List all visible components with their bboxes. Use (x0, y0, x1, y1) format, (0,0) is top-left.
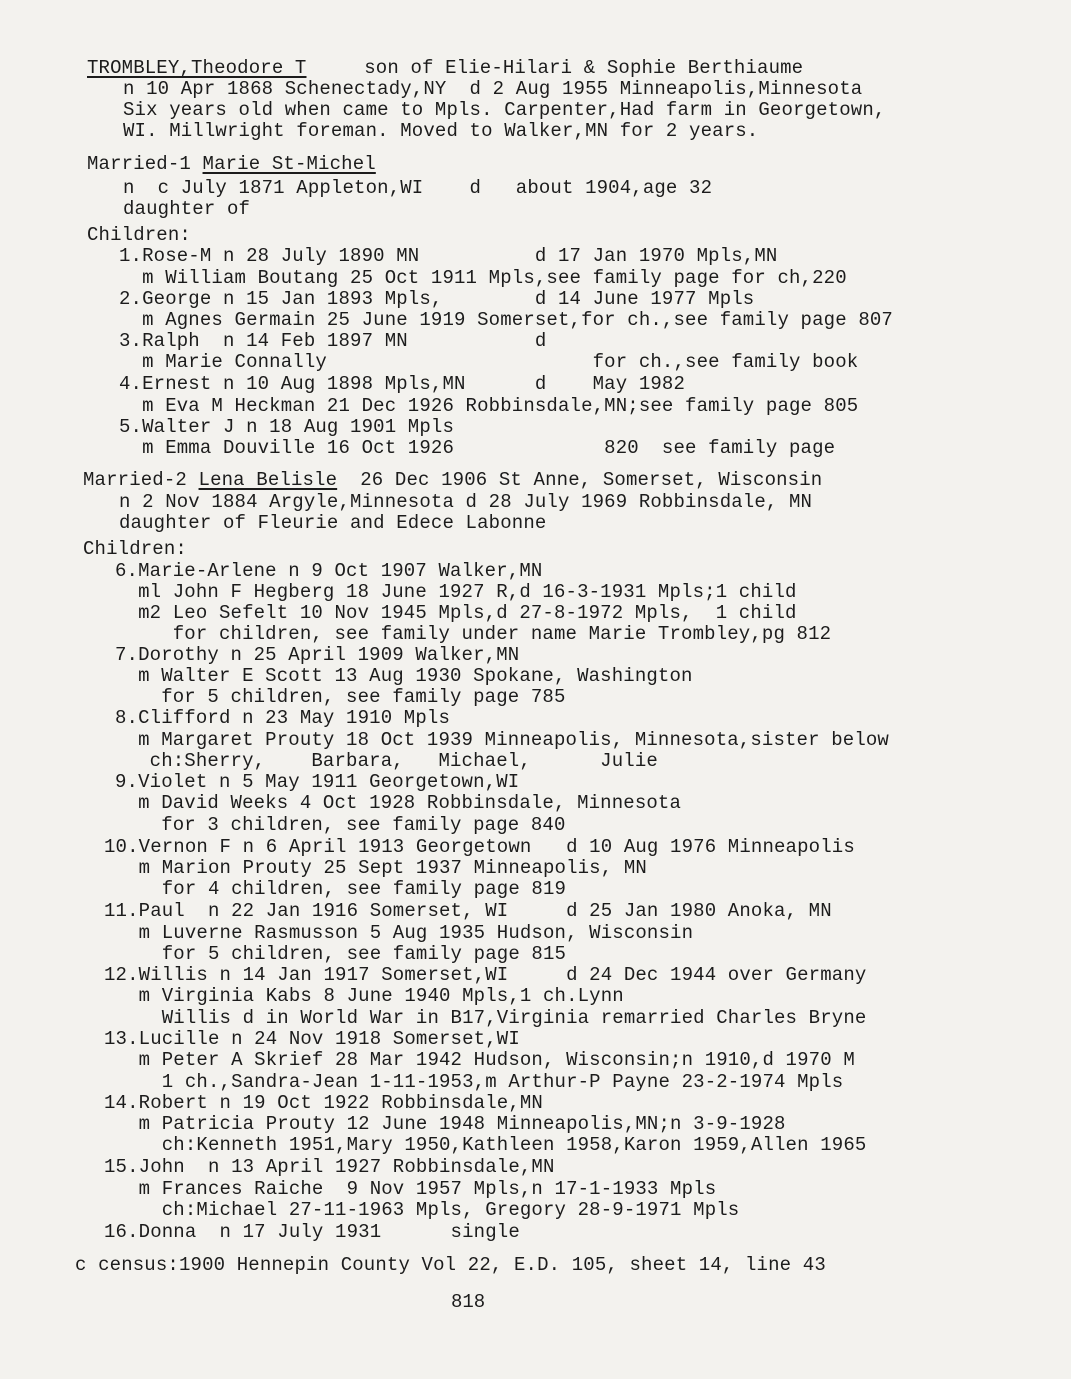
child-entry: ml John F Hegberg 18 June 1927 R,d 16-3-1931 Mpls;1 child (115, 581, 797, 603)
child-entry: 16.Donna n 17 July 1931 single (104, 1221, 520, 1243)
child-entry: 1 ch.,Sandra-Jean 1-11-1953,m Arthur-P Payne 23-2-1974 Mpls (104, 1071, 844, 1093)
marriage-2-prefix: Married-2 (83, 469, 199, 491)
child-entry: 6.Marie-Arlene n 9 Oct 1907 Walker,MN (115, 560, 543, 582)
page-number: 818 (451, 1291, 486, 1313)
marriage-2-spouse-parents: daughter of Fleurie and Edece Labonne (119, 512, 547, 534)
child-entry: m Margaret Prouty 18 Oct 1939 Minneapolis, Minnesota,sister below (115, 729, 889, 751)
subject-parents: son of Elie-Hilari & Sophie Berthiaume (306, 57, 804, 79)
child-entry: 13.Lucille n 24 Nov 1918 Somerset,WI (104, 1028, 520, 1050)
child-entry: m Eva M Heckman 21 Dec 1926 Robbinsdale,MN;see family page 805 (119, 395, 859, 417)
children-1-heading: Children: (87, 224, 191, 246)
marriage-2-spouse: Lena Belisle (198, 469, 338, 491)
child-entry: m Agnes Germain 25 June 1919 Somerset,for ch.,see family page 807 (119, 309, 893, 331)
marriage-1-line (87, 154, 376, 175)
marriage-2-spouse-dates: n 2 Nov 1884 Argyle,Minnesota d 28 July 1969 Robbinsdale, MN (119, 491, 813, 513)
child-entry: 14.Robert n 19 Oct 1922 Robbinsdale,MN (104, 1092, 543, 1114)
child-entry: Willis d in World War in B17,Virginia remarried Charles Bryne (104, 1007, 867, 1029)
child-entry: 1.Rose-M n 28 July 1890 MN d 17 Jan 1970 Mpls,MN (119, 245, 778, 267)
child-entry: for 5 children, see family page 815 (104, 943, 567, 965)
marriage-1-spouse-parents: daughter of (123, 198, 251, 220)
child-entry: 12.Willis n 14 Jan 1917 Somerset,WI d 24 Dec 1944 over Germany (104, 964, 867, 986)
marriage-2-line (83, 470, 822, 491)
child-entry: 11.Paul n 22 Jan 1916 Somerset, WI d 25 Jan 1980 Anoka, MN (104, 900, 832, 922)
child-entry: for 4 children, see family page 819 (104, 878, 567, 900)
child-entry: m David Weeks 4 Oct 1928 Robbinsdale, Minnesota (115, 792, 682, 814)
child-entry: 8.Clifford n 23 May 1910 Mpls (115, 707, 451, 729)
child-entry: m2 Leo Sefelt 10 Nov 1945 Mpls,d 27-8-1972 Mpls, 1 child (115, 602, 797, 624)
child-entry: m Frances Raiche 9 Nov 1957 Mpls,n 17-1-1933 Mpls (104, 1178, 717, 1200)
child-entry: 15.John n 13 April 1927 Robbinsdale,MN (104, 1156, 555, 1178)
child-entry: 2.George n 15 Jan 1893 Mpls, d 14 June 1977 Mpls (119, 288, 755, 310)
child-entry: ch:Sherry, Barbara, Michael, Julie (115, 750, 658, 772)
child-entry: m Patricia Prouty 12 June 1948 Minneapolis,MN;n 3-9-1928 (104, 1113, 786, 1135)
children-2-heading: Children: (83, 538, 187, 560)
child-entry: m William Boutang 25 Oct 1911 Mpls,see family page for ch,220 (119, 267, 847, 289)
child-entry: m Virginia Kabs 8 June 1940 Mpls,1 ch.Lynn (104, 985, 624, 1007)
child-entry: for children, see family under name Marie Trombley,pg 812 (115, 623, 832, 645)
child-entry: m Emma Douville 16 Oct 1926 820 see family page (119, 437, 836, 459)
census-footnote: c census:1900 Hennepin County Vol 22, E.D. 105, sheet 14, line 43 (75, 1254, 826, 1276)
subject-line (87, 58, 803, 79)
child-entry: m Luverne Rasmusson 5 Aug 1935 Hudson, Wisconsin (104, 922, 694, 944)
subject-birth-death: n 10 Apr 1868 Schenectady,NY d 2 Aug 1955 Minneapolis,Minnesota (123, 78, 863, 100)
child-entry: m Peter A Skrief 28 Mar 1942 Hudson, Wisconsin;n 1910,d 1970 M (104, 1049, 855, 1071)
child-entry: 5.Walter J n 18 Aug 1901 Mpls (119, 416, 455, 438)
child-entry: ch:Kenneth 1951,Mary 1950,Kathleen 1958,Karon 1959,Allen 1965 (104, 1134, 867, 1156)
child-entry: for 3 children, see family page 840 (115, 814, 566, 836)
child-entry: ch:Michael 27-11-1963 Mpls, Gregory 28-9-1971 Mpls (104, 1199, 740, 1221)
child-entry: m Walter E Scott 13 Aug 1930 Spokane, Washington (115, 665, 693, 687)
child-entry: 3.Ralph n 14 Feb 1897 MN d (119, 330, 547, 352)
subject-name: TROMBLEY,Theodore T (87, 57, 307, 79)
marriage-1-spouse: Marie St-Michel (202, 153, 376, 175)
subject-bio-line-1: Six years old when came to Mpls. Carpenter,Had farm in Georgetown, (123, 99, 886, 121)
child-entry: m Marie Connally for ch.,see family book (119, 351, 859, 373)
child-entry: 9.Violet n 5 May 1911 Georgetown,WI (115, 771, 520, 793)
child-entry: 7.Dorothy n 25 April 1909 Walker,MN (115, 644, 520, 666)
child-entry: 10.Vernon F n 6 April 1913 Georgetown d 10 Aug 1976 Minneapolis (104, 836, 855, 858)
child-entry: for 5 children, see family page 785 (115, 686, 566, 708)
subject-bio-line-2: WI. Millwright foreman. Moved to Walker,MN for 2 years. (123, 120, 759, 142)
child-entry: m Marion Prouty 25 Sept 1937 Minneapolis, MN (104, 857, 647, 879)
marriage-2-details: 26 Dec 1906 St Anne, Somerset, Wisconsin (337, 469, 823, 491)
marriage-1-spouse-dates: n c July 1871 Appleton,WI d about 1904,age 32 (123, 177, 713, 199)
marriage-1-prefix: Married-1 (87, 153, 203, 175)
child-entry: 4.Ernest n 10 Aug 1898 Mpls,MN d May 1982 (119, 373, 686, 395)
